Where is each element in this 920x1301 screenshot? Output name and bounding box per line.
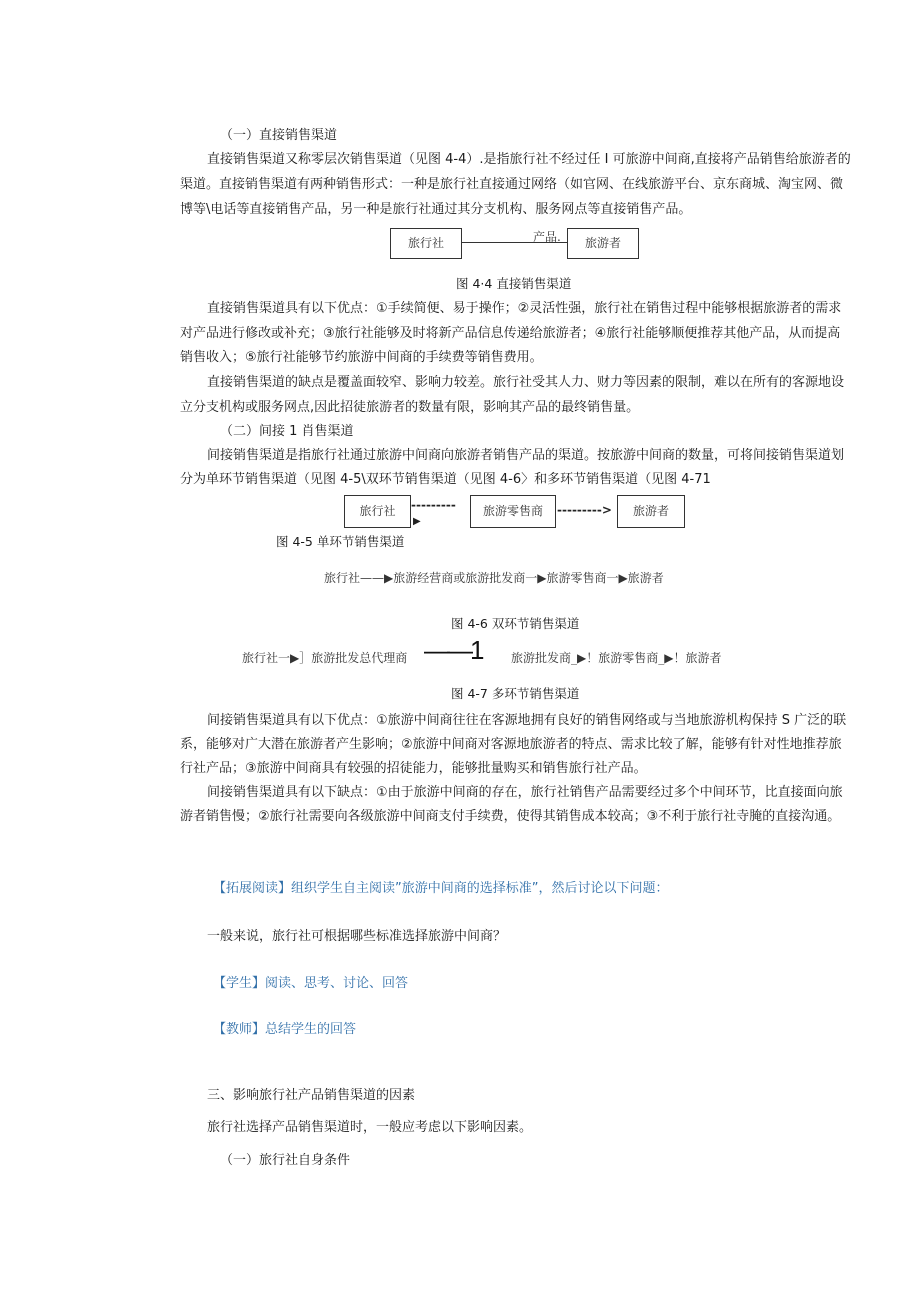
paragraph-line: 博等\电话等直接销售产品，另一种是旅行社通过其分支机构、服务网点等直接销售产品。 [180,202,692,217]
section-heading-indirect: （二）间接 1 肖售渠道 [220,424,354,439]
paragraph-line: 对产品进行修改或补充；③旅行社能够及时将新产品信息传递给旅游者；④旅行社能够顺便推荐其他产品，从而提高 [180,326,841,341]
paragraph-line: 分为单环节销售渠道（见图 4-5\双环节销售渠道（见图 4-6〉和多环节销售渠道（见图 4-71 [180,472,711,487]
paragraph-line: 渠道。直接销售渠道有两种销售形式：一种是旅行社直接通过网络（如官网、在线旅游平台、京东商城、淘宝网、微 [180,177,844,192]
flow-text: 旅行社——▶旅游经营商或旅游批发商一▶旅游零售商一▶旅游者 [324,571,664,585]
paragraph-line: 间接销售渠道具有以下缺点：①由于旅游中间商的存在，旅行社销售产品需要经过多个中间环节，比直接面向旅 [207,785,843,800]
dashed-connector: --------- [411,498,456,512]
flow-text-part1: 旅行社一▶］旅游批发总代理商 [242,651,408,665]
paragraph-line: 旅行社选择产品销售渠道时，一般应考虑以下影响因素。 [207,1120,533,1135]
figure-caption: 图 4-5 单环节销售渠道 [276,534,405,549]
box-travel-agency: 旅行社 [344,495,411,528]
extended-reading: 【拓展阅读】组织学生自主阅读”旅游中间商的选择标准”，然后讨论以下问题： [213,881,669,896]
section-heading-factors: 三、影响旅行社产品销售渠道的因素 [207,1088,416,1103]
figure-caption: 图 4-6 双环节销售渠道 [451,616,580,631]
flow-big-one: ——1 [424,635,482,665]
paragraph-line: 销售收入；⑤旅行社能够节约旅游中间商的手续费等销售费用。 [180,350,543,365]
box-retailer: 旅游零售商 [470,495,556,528]
figure-caption: 图 4-7 多环节销售渠道 [451,686,580,701]
teacher-activity: 【教师】总结学生的回答 [213,1022,357,1037]
paragraph-line: 间接销售渠道具有以下优点：①旅游中间商往往在客源地拥有良好的销售网络或与当地旅游机构保持 S 广泛的联 [207,713,847,728]
arrow-label: 产品. [533,230,561,244]
paragraph-line: 直接销售渠道的缺点是覆盖面较窄、影响力较差。旅行社受其人力、财力等因素的限制，难以在所有的客源地设 [207,375,845,390]
paragraph-line: 间接销售渠道是指旅行社通过旅游中间商向旅游者销售产品的渠道。按旅游中间商的数量，可将间接销售渠道划 [207,448,845,463]
student-activity: 【学生】阅读、思考、讨论、回答 [213,976,409,991]
box-tourist: 旅游者 [567,228,639,259]
paragraph-line: 直接销售渠道又称零层次销售渠道（见图 4-4）.是指旅行社不经过任 I 可旅游中间商,直接将产品销售给旅游者的 [207,152,851,167]
paragraph-line: 行社产品；③旅游中间商具有较强的招徒能力，能够批量购买和销售旅行社产品。 [180,761,647,776]
box-tourist: 旅游者 [617,495,685,528]
flow-text-part2: 旅游批发商_▶！旅游零售商_▶！旅游者 [511,651,722,665]
subsection-heading: （一）旅行社自身条件 [220,1153,351,1168]
box-travel-agency: 旅行社 [390,228,462,259]
paragraph-line: 立分支机构或服务网点,因此招徒旅游者的数量有限，影响其产品的最终销售量。 [180,400,640,415]
dashed-arrow: ---------> [557,503,612,517]
paragraph-line: 游者销售慢；②旅行社需要向各级旅游中间商支付手续费，使得其销售成本较高；③不利于旅行社寺腌的直接沟通。 [180,809,841,824]
discussion-question: 一般来说，旅行社可根据哪些标准选择旅游中间商？ [207,929,507,944]
paragraph-line: 直接销售渠道具有以下优点：①手续简便、易于操作；②灵活性强，旅行社在销售过程中能够根据旅游者的需求 [207,301,842,316]
paragraph-line: 系，能够对广大潜在旅游者产生影响；②旅游中间商对客源地旅游者的特点、需求比较了解，能够有针对性地推荐旅 [180,737,842,752]
figure-caption: 图 4·4 直接销售渠道 [456,276,572,291]
arrowhead: ▶ [413,516,421,527]
section-heading-direct: （一）直接销售渠道 [220,128,338,143]
